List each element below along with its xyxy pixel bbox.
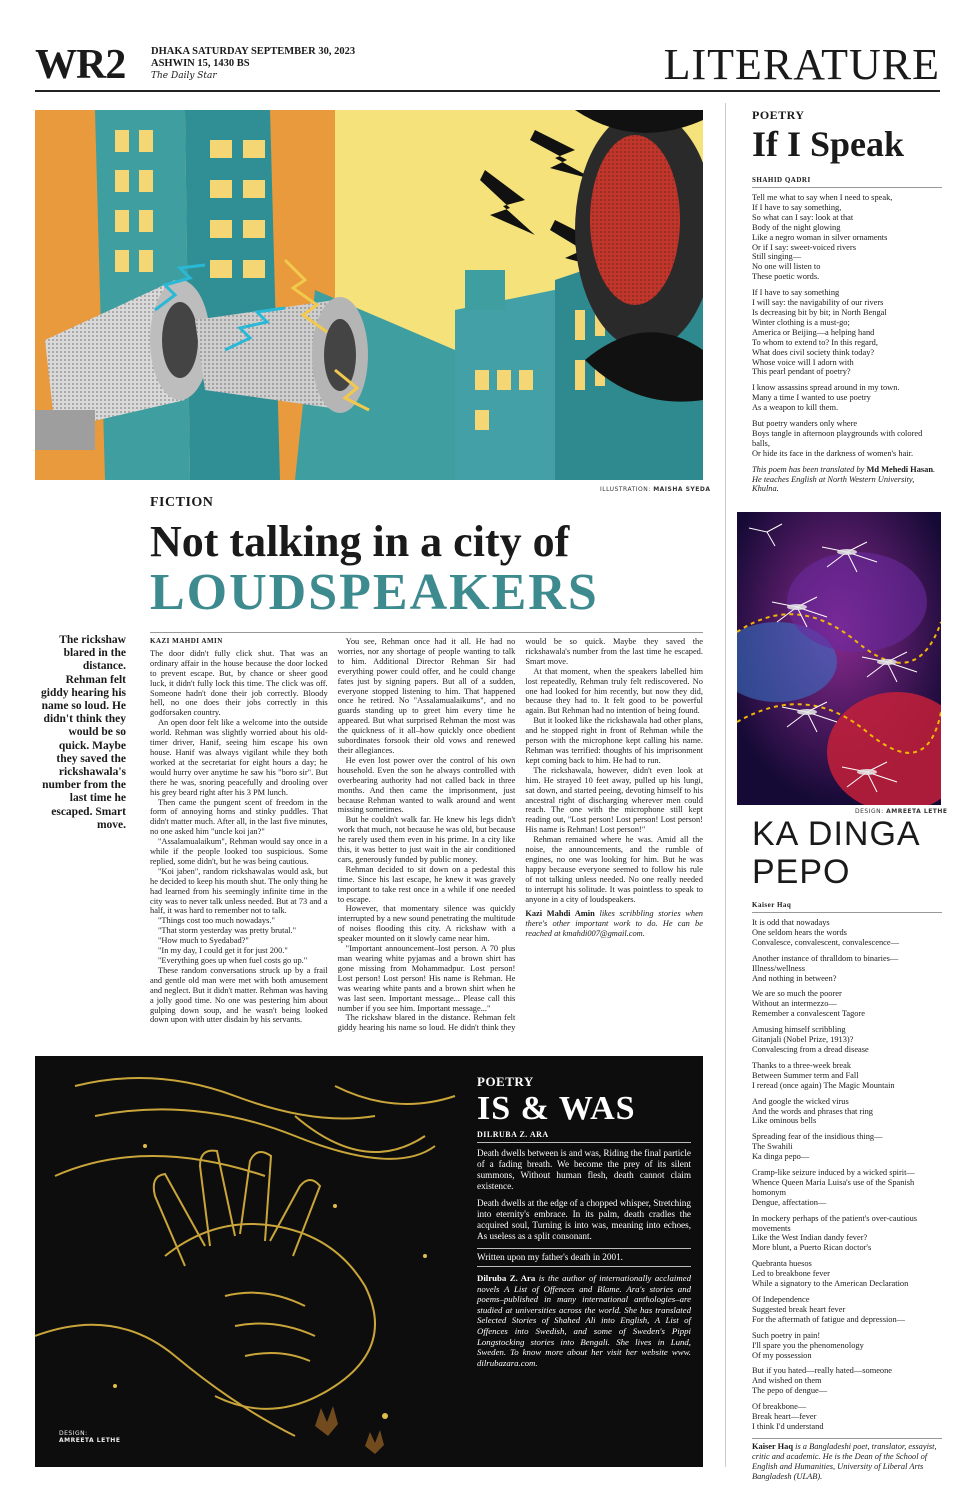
poem-line: If I have to say something,	[752, 202, 842, 212]
story-paragraph: However, that momentary silence was quickly interrupted by a new sound penetrating the multitude of noises flooding this city. A rickshaw with a speaker mounted on it slowly came near him.	[337, 904, 516, 944]
poem-line: Boys tangle in afternoon playgrounds with colored balls,	[752, 428, 923, 448]
poem-line: Amusing himself scribbling	[752, 1025, 846, 1035]
ka-dinga-pepo-title	[752, 815, 942, 891]
poem-line: Still singing—	[752, 252, 802, 262]
poem-line: Of my possession	[752, 1350, 812, 1360]
poem-line: Or hide its face in the darkness of women's hair.	[752, 448, 914, 458]
mosquito-art	[737, 512, 941, 805]
poet-bio	[477, 1273, 691, 1368]
poem-line: We are so much the poorer	[752, 989, 842, 999]
poem-line: Without an intermezzo—	[752, 999, 837, 1009]
poem-line: MAISHA SYEDA	[653, 486, 711, 493]
story-paragraph: Then came the pungent scent of freedom in the form of annoying horns and stinky puddles. That didn't matter much. After all, in the last five minutes, no one asked him "uncle koi jan?"	[150, 797, 328, 837]
poem-body	[752, 193, 942, 494]
poem-line: One seldom hears the words	[752, 927, 847, 937]
story-paragraph: "Everything goes up when fuel costs go up."	[158, 956, 308, 965]
story-paragraph: Rehman remained where he was. Amid all the noise, the announcements, and the rumble of engines, no one was looking for him. But he was happy because everyone seemed to follow his rule of not talking unless needed. No one really needed to interrupt his solitude. It was pointless to speak to anyone in a city of loudspeakers.	[525, 835, 703, 904]
city-loudspeaker-art	[35, 110, 703, 480]
poem-line: Of breakbone—	[752, 1402, 807, 1412]
poem-line: Convalescing from a dread disease	[752, 1044, 869, 1054]
poem-stanza	[752, 193, 942, 282]
poem-line: And google the wicked virus	[752, 1096, 849, 1106]
poem-line: And wished on them	[752, 1376, 822, 1386]
story-byline: KAZI MAHDI AMIN	[150, 637, 223, 645]
poem-body	[752, 918, 942, 1482]
poem-line: Ka dinga pepo—	[752, 1152, 810, 1162]
poem-stanza	[752, 1132, 942, 1162]
story-headline-highlight: LOUDSPEAKERS	[150, 564, 599, 621]
poem-line: Suggested break heart fever	[752, 1304, 846, 1314]
pull-quote: The rickshaw blared in the distance. Rehman felt giddy hearing his name so loud. He didn't think they would be so quick. Maybe they saved the rickshawala's number from the last time he escaped. Smart move.	[41, 634, 126, 831]
poem-line: But if you hated—really hated—someone	[752, 1366, 893, 1376]
poem-line: The Swahili	[752, 1142, 793, 1152]
design-credit	[59, 1430, 120, 1444]
poem-line: Like a negro woman in silver ornaments	[752, 232, 888, 242]
story-paragraph: "Koi jaben", random rickshawalas would ask, but he decided to keep his mouth shut. The only thing he had learned from his seemingly infinite time in the city was to never talk unless needed. But at 73 and a half, it was hard to remember not to talk.	[150, 866, 328, 916]
poem-line: AMREETA LETHE	[59, 1437, 121, 1444]
poem-line: As a weapon to kill them.	[752, 403, 839, 413]
poem-line: I know assassins spread around in my town.	[752, 383, 900, 393]
poem-stanza	[752, 383, 942, 413]
poem-line: I reread (once again) The Magic Mountain	[752, 1080, 895, 1090]
story-paragraph: "That storm yesterday was pretty brutal."	[158, 926, 297, 936]
translator-note	[752, 465, 942, 495]
poem-title: IS & WAS	[477, 1090, 636, 1127]
poem-stanza: Death dwells between is and was, Riding the final particle of a fading breath. We become the prey of its silent summons, Without human flesh, death cannot claim existence.	[477, 1148, 691, 1191]
poem-stanza: Death dwells at the edge of a chopped whisper, Stretching into eternity's embrace. In its palm, death cradles the acquired soul, Turning is into was, meaning into echoes, As useless as a split consonant.	[477, 1198, 691, 1241]
poem-line: AMREETA LETHE	[886, 808, 948, 815]
poem-line: Dengue, affectation—	[752, 1197, 827, 1207]
poem-line: Kazi Mahdi Amin	[525, 909, 595, 919]
poem-line: Like the West Indian dandy fever?	[752, 1233, 868, 1243]
poem-line: And the words and phrases that ring	[752, 1106, 873, 1116]
poem-line: likes scribbling stories when there's other important work to do. He can be reached at kmahdi007@gmail.com.	[525, 909, 703, 939]
poem-line: These poetic words.	[752, 272, 820, 282]
poem-line: KA DINGA	[752, 815, 921, 853]
story-body	[150, 632, 703, 1040]
poem-title: If I Speak	[752, 124, 905, 164]
poem-line: I'll spare you the phenomenology	[752, 1340, 864, 1350]
story-paragraph: The door didn't fully click shut. That was an ordinary affair in the house because the door locked to prevent escape. But, by chance or sheer good luck, it didn't fully lock this time. The click was off. Someone hadn't done their job correctly. Bloody hell, no one does their jobs correctly in this godforsaken country.	[150, 648, 328, 718]
poetry-kicker: POETRY	[752, 108, 805, 122]
poem-line: So what can I say: look at that	[752, 212, 854, 222]
story-paragraph: Rehman decided to sit down on a pedestal this time. Since his last escape, he knew it was gravely important to take rest once in a while if one needed to escape.	[337, 864, 516, 904]
poem-line: This pearl pendant of poetry?	[752, 367, 851, 377]
mosquito-design-credit	[855, 808, 948, 815]
poem-note: Written upon my father's death in 2001.	[477, 1248, 691, 1267]
dateline	[151, 46, 355, 82]
poem-line: . He teaches English at North Western University, Khulna.	[752, 464, 936, 494]
poem-stanza	[752, 1331, 942, 1361]
column-divider	[725, 103, 726, 1467]
ka-dinga-pepo-poem	[752, 893, 942, 1482]
poem-line: Kaiser Haq	[752, 1441, 794, 1451]
poem-stanza	[752, 288, 942, 377]
poem-line: Whence Queen Maria Luisa's use of the Spanish homonym	[752, 1177, 915, 1197]
story-paragraph: An open door felt like a welcome into the outside world. Rehman was slightly worried about his old-timer driver, Hanif, seeing him escape his own house. Hanif was always vigilant while they both worked at the secretariat for eight hours a day; he would hurry over anytime he saw his "boro sir". But there he was, snoring peacefully and drooling over his grey beard right after his 3 PM lunch.	[150, 718, 328, 797]
poem-line: Dilruba Z. Ara	[477, 1273, 536, 1283]
poem-line: Between Summer term and Fall	[752, 1070, 859, 1080]
poem-line: Winter clothing is a must-go;	[752, 317, 850, 327]
is-and-was-text	[477, 1074, 691, 1368]
if-i-speak-poem	[752, 108, 942, 494]
poem-line: Many a time I wanted to use poetry	[752, 393, 871, 403]
paper-name: The Daily Star	[151, 71, 217, 81]
story-paragraph: "Assalamualaikum", Rehman would say once in a while if the people looked too suspicious. Some replied, some didn't, but he was being cautious.	[150, 837, 328, 866]
is-and-was-poem-block	[35, 1056, 703, 1467]
poem-line: Or if I say: sweet-voiced rivers	[752, 242, 856, 252]
poem-author: Kaiser Haq	[752, 901, 942, 913]
loudspeaker-illustration	[35, 110, 703, 480]
poem-stanza	[752, 1097, 942, 1127]
poem-line: is a Bangladeshi poet, translator, essayist, critic and academic. He is the Dean of the School of English and Humanities, University of Liberal Arts Bangladesh (ULAB).	[752, 1441, 937, 1481]
masthead	[35, 40, 940, 92]
poem-line: No one will listen to	[752, 262, 821, 272]
story-paragraph: The rickshawala, however, didn't even look at him. He strayed 10 feet away, pulled up his lungi, sat down, and started peeing, devoting himself to his ancestral right of discharging wherever men could reach. The one with the microphone still kept reading out, "Lost person! Lost person! Lost person! His name is Rehman! Lost person!"	[525, 765, 703, 835]
poem-line: DESIGN:	[59, 1430, 88, 1437]
poem-stanza	[752, 989, 942, 1019]
poem-line: Such poetry in pain!	[752, 1330, 821, 1340]
poem-line: If I have to say something	[752, 288, 840, 298]
story-paragraph: "Important announcement–lost person. A 70 plus man wearing white pyjamas and a brown shirt has gone missing from Mohammadpur. Lost person! Lost person! Lost person! His name is Rehman. He was wearing white pants and a brown shirt when he was last seen. Important message... Please call this number if you see him. Important message..."	[337, 944, 516, 1013]
poem-line: Cramp-like seizure induced by a wicked spirit—	[752, 1168, 915, 1178]
section-title: LITERATURE	[663, 40, 940, 89]
poem-line: In mockery perhaps of the patient's over-cautious movements	[752, 1213, 918, 1233]
poem-line: DESIGN:	[855, 808, 884, 815]
story-paragraph: The rickshaw blared in the distance. Rehman felt giddy hearing his name so loud. He didn't think they would be so quick. Maybe they saved the rickshawala's number from the last time he escaped. Smart move.	[337, 637, 703, 1033]
poem-line: Illness/wellness	[752, 963, 806, 973]
poem-stanza	[752, 419, 942, 459]
poet-bio	[752, 1438, 942, 1482]
story-paragraph: At that moment, when the speakers labelled him lost repeatedly, Rehman truly felt rediscovered. No one had looked for him recently, but now they did, because they had to. It felt good to be powerful again. But Rehman had no intention of being found.	[525, 666, 703, 716]
poem-stanza	[752, 1402, 942, 1432]
poem-line: Spreading fear of the insidious thing—	[752, 1132, 883, 1142]
poem-line: Md Mehedi Hasan	[866, 464, 933, 474]
poem-stanza	[752, 1214, 942, 1254]
mosquito-illustration	[737, 512, 941, 805]
story-paragraph: "How much to Syedabad?"	[158, 936, 249, 946]
poem-line: I think I'd understand	[752, 1421, 824, 1431]
story-paragraph: But it looked like the rickshawala had other plans, and he stopped right in front of Rehman while the person with the microphone kept calling his name. Rehman was terrified: thoughts of his imprisonment kept coming back to him. He had to run.	[525, 716, 703, 765]
poem-stanza	[752, 1366, 942, 1396]
poem-line: Like ominous bells	[752, 1116, 817, 1126]
poem-line: This poem has been translated by	[752, 464, 867, 474]
poem-author: SHAHID QADRI	[752, 176, 942, 188]
poem-line: But poetry wanders only where	[752, 419, 858, 429]
poem-line: The pepo of dengue—	[752, 1386, 828, 1396]
bangla-date: ASHWIN 15, 1430 BS	[151, 58, 250, 69]
illustration-credit	[600, 486, 711, 493]
poem-line: America or Beijing—a helping hand	[752, 327, 875, 337]
poem-line: Whose voice will I adorn with	[752, 357, 854, 367]
story-paragraph: "In my day, I could get it for just 200."	[158, 946, 288, 956]
poem-line: Another instance of thralldom to binaries—	[752, 953, 899, 963]
story-paragraph: You see, Rehman once had it all. He had no worries, nor any shortage of people wanting to talk to him. Additional Director Rehman Sir had everything power could offer, and he could change fates just by signing papers. But all of a sudden, everyone stopped listening to him. That happened once he retired. No "Assalamualaikums", and no guards standing up to greet him every time he appeared. But what surprised Rehman the most was the quickness of it all–how quickly once obedient subordinates forsook their old vows and renewed their allegiances.	[337, 637, 516, 755]
poem-line: Quebranta huesos	[752, 1259, 812, 1269]
poem-line: And nothing in between?	[752, 973, 837, 983]
poem-line: is the author of internationally acclaimed novels A List of Offences and Blame. Ara's stories and poems–published in many international anthologies–are studied at universities across the world. She has translated Selected Stories of Shahed Ali into English, A List of Offences into Swedish, and some of Sweden's Pippi Longstocking stories into Bengali. She lives in Lund, Sweden. To know more about her visit her website www. dilrubazara.com.	[477, 1273, 691, 1368]
date-line: DHAKA SATURDAY SEPTEMBER 30, 2023	[151, 46, 356, 57]
poem-line: What does civil society think today?	[752, 347, 875, 357]
poem-line: Thanks to a three-week break	[752, 1060, 852, 1070]
poem-line: Remember a convalescent Tagore	[752, 1009, 865, 1019]
poem-line: PEPO	[752, 853, 851, 891]
poem-stanza	[752, 1061, 942, 1091]
author-bio	[525, 909, 703, 939]
poem-stanza	[752, 918, 942, 948]
story-paragraph: "Things cost too much nowadays."	[158, 916, 275, 926]
poem-stanza	[752, 1025, 942, 1055]
story-paragraph: But he couldn't walk far. He knew his legs didn't work that much, not because he was old, but because he rarely used them even in his prime. In a city like this, it was better to just wait in the air conditioned cars, generously funded by public money.	[337, 815, 516, 864]
poem-line: It is odd that nowadays	[752, 918, 830, 927]
fiction-kicker: FICTION	[150, 495, 214, 510]
poem-line: Tell me what to say when I need to speak,	[752, 193, 893, 202]
poem-line: Is decreasing bit by bit; in North Bengal	[752, 307, 887, 317]
poetry-kicker: POETRY	[477, 1074, 534, 1089]
poem-author: DILRUBA Z. ARA	[477, 1130, 691, 1143]
page-number: WR2	[35, 42, 126, 88]
poem-stanza	[752, 1259, 942, 1289]
poem-line: Body of the night glowing	[752, 222, 841, 232]
poem-line: I will say: the navigability of our rivers	[752, 298, 884, 308]
story-paragraph: He even lost power over the control of his own household. Even the son he always controlled with overbearing authority had not called back in three months. And then came the imprisonment, just because Rehman wanted to walk around and went missing sometimes.	[337, 755, 516, 815]
poem-line: For the aftermath of fatigue and depression—	[752, 1314, 906, 1324]
story-headline: Not talking in a city of	[150, 517, 570, 566]
poem-line: Break heart—fever	[752, 1412, 817, 1422]
poem-line: Of Independence	[752, 1295, 810, 1304]
poem-line: Convalesce, convalescent, convalescence—	[752, 937, 899, 947]
poem-line: Led to breakbone fever	[752, 1269, 830, 1279]
poem-line: While a signatory to the American Declaration	[752, 1279, 909, 1289]
poem-stanza	[752, 1168, 942, 1208]
story-paragraph: These random conversations struck up by a frail and gentle old man were met with both amusement and neglect. But it didn't matter. Rehman was having a jolly good time. No one was pestering him about gulping down soup, and he wasn't being looked down upon with utter disdain by his servants.	[150, 965, 328, 1025]
poem-stanza	[752, 954, 942, 984]
poem-line: Gitanjali (Nobel Prize, 1913)?	[752, 1035, 854, 1045]
poem-line: ILLUSTRATION:	[600, 486, 651, 493]
poem-stanza	[752, 1295, 942, 1325]
poem-line: To whom to extend to? In this regard,	[752, 337, 878, 347]
poem-line: More blunt, a Puerto Rican doctor's	[752, 1243, 872, 1253]
